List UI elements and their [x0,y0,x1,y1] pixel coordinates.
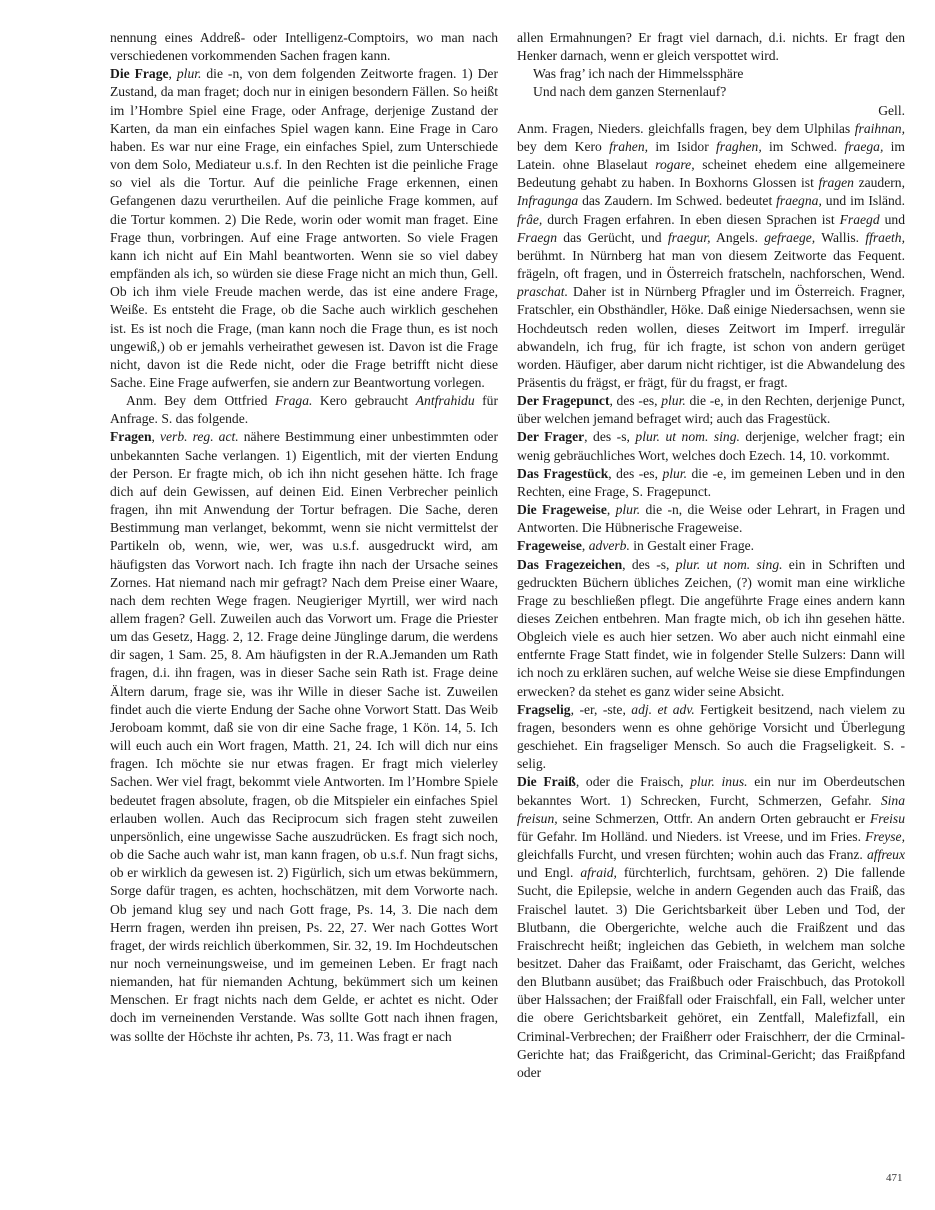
italic-term: plur. inus. [690,774,748,790]
entry-text: zaudern, [853,175,905,191]
entry-text: Angels. [710,229,765,245]
italic-term: fraegur, [667,229,711,245]
headword: Die Frageweise [517,502,607,518]
entry-text: Wallis. [815,229,866,245]
verse-line [517,65,905,83]
dictionary-entry [110,65,498,392]
entry-text: Anm. Fragen, Nieders. gleichfalls fragen, bey dem Ulphilas [517,120,855,136]
entry-text: , [151,429,160,445]
headword: Das Fragestück [517,465,609,481]
entry-text: und Engl. [517,865,581,881]
entry-text: die -e, in den Rechten, derjenige Punct, über welchen jemand befraget wird; auch das Fragestück. [517,393,905,427]
italic-term: Sina freisun, [517,792,905,826]
italic-term: fraihnan, [854,120,905,136]
entry-text: für Anfrage. S. das folgende. [110,393,498,427]
italic-term: fraghen, [716,138,762,154]
italic-term: Freisu [870,810,905,826]
italic-term: afraid, [580,865,617,881]
italic-term: adverb. [588,538,630,554]
italic-term: Infragunga [517,193,579,209]
entry-text: die -n, die Weise oder Lehrart, in Fragen und Antworten. Die Hübnerische Frageweise. [517,502,905,536]
headword: Die Frage [110,66,169,82]
italic-term: rogare, [655,157,695,173]
italic-term: ffraeth, [865,229,905,245]
entry-text: Was frag’ ich nach der Himmelssphäre [533,66,744,82]
dictionary-entry [517,773,905,1082]
italic-term: affreux [867,847,905,863]
dictionary-entry [110,392,498,428]
entry-text: allen Ermahnungen? Er fragt viel darnach, d.i. nichts. Er fragt den Henker darnach, wenn er gleich verspottet wird. [517,30,905,64]
entry-text: derjenige, welcher fragt; ein wenig gebräuchliches Wort, welches doch Ezech. 14, 10. vorkommt. [517,429,905,463]
entry-text: , oder die Fraisch, [575,774,691,790]
entry-text: für Gefahr. Im Holländ. und Nieders. ist Vreese, und im Fries. [517,828,866,844]
entry-text: Und nach dem ganzen Sternenlauf? [533,84,727,100]
italic-term: gefraege, [764,229,816,245]
italic-term: plur. [661,393,686,409]
entry-text: , [606,502,616,518]
entry-text: nähere Bestimmung einer unbestimmten oder unbekannten Sache verlangen. 1) Eigentlich, mit der vierten Endung der Person. Er fragte mich, ob ich ihn nicht gesehen hätte. Ich frage dich auf dein Gewissen, auf deinen Eid. Einen Verbrecher peinlich fragen, ihn mit Anwendung der Tortur befragen. Die Sache, deren Bestimmung man verlanget, bekommt, wenn sie nicht vermittelst der Partikeln ob, wenn, wie, wer, was u.s.f. ausgedruckt wird, am häufigsten das Vorwort nach. Ich fragte ihn nach der Ursache seines Zornes. Hat niemand nach mir gefragt? Nach dem Preise einer Waare, nach dem rechten Wege fragen. Neugieriger Myrtill, wer wird nach allem fragen? Gell. Zuweilen auch das Vorwort um. Frage die Priester um das Gesetz, Hagg. 2, 12. Frage deine Jünglinge darum, die werdens dir sagen, 1 Sam. 25, 8. Am häufigsten in der R.A.Jemanden um Rath fragen, d.i. ihn fragen, was in dieser Sache sein Rath ist. Frage deine Ältern darum, frage sie, was ihr Wille in dieser Sache ist. Zuweilen findet auch die vierte Endung der Sache ohne Vorwort Statt. Das Weib Jeroboam kommt, daß sie von dir eine Sache frage, 1 Kön. 14, 5. Ich will euch auch ein Wort fragen, Matth. 21, 24. Ich will dich nur eins fragen. Ich möchte sie nur etwas fragen. Er fragt mich vielerley Sachen. Wer viel fragt, bekommt viele Antworten. Im l’Hombre Spiele bedeutet fragen absolute, fragen, ob die Mitspieler ein einfaches Spiel erlauben wollen. Auch das Reciprocum sich fragen steht zuweilen unpersönlich, eine ungewisse Sache auszudrücken. Es fragt sich noch, ob die Sache auch wahr ist, man kann fragen, ob u.s.f. Nun fragt sichs, ob er wirklich da gewesen ist. 2) Figürlich, sich um etwas bekümmern, Sorge dafür tragen, es achten, hochschätzen, mit dem Vorworte nach. Ob jemand klug sey und nach Gott frage, Ps. 14, 3. Die nach dem Herrn fragen, werden ihn preisen, Ps. 22, 27. Wer nach Gottes Wort fraget, der wirds reichlich überkommen, Sir. 32, 19. Im Hochdeutschen nur noch verneinungsweise, und im gemeinen Leben. Er fragt nach niemanden, hat für niemanden Achtung, bekümmert sich um keinen Menschen. Er fragt nichts nach dem Gelde, er achtet es nicht. Oder doch im verneinenden Verstande. Was sollte Gott nach ihnen fragen, was sollte der Höchste ihr achten, Ps. 73, 11. Was fragt er nach [110,429,498,1044]
dictionary-entry [517,537,905,555]
italic-term: plur. [176,66,202,82]
italic-term: plur. ut nom. sing. [675,556,783,572]
entry-text: das Gerücht, und [557,229,668,245]
entry-text: scheinet ehedem eine allgemeinere Bedeutung gehabt zu haben. In Boxhorns Glossen ist [517,157,905,191]
dictionary-entry [517,556,905,701]
italic-term: fraega, [844,138,884,154]
dictionary-entry [517,465,905,501]
entry-text: , des -es, [609,393,662,409]
italic-term: fraegna, [776,193,822,209]
dictionary-entry [517,501,905,537]
entry-text: Gell. [878,102,905,118]
dictionary-entry [110,29,498,65]
entry-text: , des -es, [608,465,663,481]
italic-term: Antfrahidu [415,393,475,409]
entry-text: im Isidor [648,138,717,154]
entry-text: bey dem Kero [517,138,610,154]
italic-term: fragen [818,175,854,191]
headword: Der Frager [517,429,585,445]
entry-text: Daher ist in Nürnberg Pfragler und im Österreich. Fragner, Fratschler, ein Obsthändler, Höke. Daß einige Niedersachsen, wenn sie Hochdeutsch reden wollen, dieses Zeitwort im Imperf. irregulär abwandeln, ich frug, für ich fragte, ist schon von andern gerüget worden. Häufiger, aber darum nicht richtiger, ist die Abwandelung des Präsentis du frägst, er frägt, für du fragst, er fragt. [517,284,905,390]
headword: Der Fragepunct [517,393,610,409]
italic-term: Freyse, [865,828,905,844]
dictionary-entry [110,428,498,1045]
verse-line [517,83,905,101]
left-column [110,29,498,1179]
italic-term: plur. [615,502,641,518]
italic-term: verb. reg. act. [159,429,239,445]
entry-text: seine Schmerzen, Ottfr. An andern Orten gebraucht er [557,810,870,826]
entry-text: , des -s, [622,556,676,572]
entry-text: , -er, -ste, [570,701,632,717]
entry-text: und im Isländ. [821,193,905,209]
italic-term: adj. et adv. [631,701,695,717]
entry-text: Kero gebraucht [312,393,416,409]
entry-text: ein nur im Oberdeutschen bekanntes Wort. 1) Schrecken, Furcht, Schmerzen, Gefahr. [517,774,905,808]
entry-text: die -n, von dem folgenden Zeitworte fragen. 1) Der Zustand, da man fraget; doch nur in einigen besondern Fällen. So heißt im l’Hombre Spiel eine Frage, oder Anfrage, derjenige Zustand der Karten, da man ein einfaches Spiel wagen kann. Eine Frage in Caro haben. Es war nur eine Frage, ein einfaches Spiel, zum Unterschiede von dem Solo, Mediateur u.s.f. In den Rechten ist die peinliche Frage so viel als die Tortur. Auf die peinliche Frage erkennen, einen Gefangenen dazu verurtheilen. Auf die peinliche Frage kommen, auf die Tortur kommen. 2) Die Rede, worin oder womit man fraget. Eine Frage thun, vorbringen. Auf eine Frage antworten. So viele Fragen kann ich nicht auf Ein Mahl beantworten. Wenn sie so viel dabey empfänden als ich, so würden sie diese Frage nicht an mich thun, Gell. Ob ich ihm viele Freude machen werde, das ist eine andere Frage, Weiße. Es entsteht die Frage, ob die Sache auch wirklich geschehen ist. Es ist noch die Frage, (man kann noch die Frage thun, es ist noch ungewiß,) ob er jemahls verheirathet gewesen ist. Davon ist die Frage nicht, davon ist die Rede nicht, oder die Frage betrifft nicht diese Sache. Eine Frage aufwerfen, sie andern zur Beantwortung vorlegen. [110,66,498,390]
entry-text: nennung eines Addreß- oder Intelligenz-Comptoirs, wo man nach verschiedenen vorkommenden Sachen fragen kann. [110,30,498,64]
dictionary-entry [517,120,905,392]
entry-text: berühmt. In Nürnberg hat man von diesem Zeitworte das Fequent. frägeln, oft fragen, und in Österreich fratscheln, nachforschen, Wend. [517,247,905,282]
italic-term: Fraegn [517,229,558,245]
entry-text: im Schwed. [761,138,845,154]
headword: Die Fraiß [517,774,576,790]
entry-text: ein in Schriften und gedruckten Büchern übliches Zeichen, (?) womit man eine wirkliche Frage zu beschließen pflegt. Die angeführte Frage eines andern kann dieses Zeichen entbehren. Man fragte mich, ob ich ihn gesehen hätte. Obgleich viele es auch hier setzen. Wo aber auch nicht einmahl eine entfernte Frage Statt findet, wie in folgender Stelle Sulzers: Dann will ich noch zu erklären suchen, auf welche Weise sie diese Empfindungen erwecken? da stehet es ganz wider seine Absicht. [517,556,905,699]
entry-text: , [168,66,177,82]
italic-term: plur. [662,465,687,481]
dictionary-entry [517,701,905,774]
italic-term: Fraegd [839,211,880,227]
headword: Fragen [110,429,152,445]
entry-text: durch Fragen erfahren. In eben diesen Sprachen ist [542,211,840,227]
entry-text: gleichfalls Furcht, und vresen fürchten; wohin auch das Franz. [517,847,867,863]
headword: Frageweise [517,538,582,554]
italic-term: Fraga. [275,393,313,409]
headword: Fragselig [517,701,571,717]
entry-text: , [581,538,589,554]
dictionary-entry [517,392,905,428]
dictionary-entry [517,428,905,464]
attribution [517,102,905,120]
italic-term: praschat. [517,284,568,300]
entry-text: Fertigkeit besitzend, nach vielem zu fragen, besonders wenn es ohne gehörige Vorsicht und Überlegung geschiehet. Ein fragseliger Mensch. So auch die Fragseligkeit. S. -selig. [517,701,905,772]
dictionary-entry [517,29,905,65]
italic-term: frahen, [609,138,649,154]
headword: Das Fragezeichen [517,556,623,572]
italic-term: frâe, [517,211,543,227]
entry-text: in Gestalt einer Frage. [629,538,755,554]
right-column [517,29,905,1179]
entry-text: im Latein. ohne Blaselaut [517,138,905,173]
entry-text: die -e, im gemeinen Leben und in den Rechten, eine Frage, S. Fragepunct. [517,465,905,499]
entry-text: und [879,211,905,227]
entry-text: , des -s, [584,429,636,445]
entry-text: das Zaudern. Im Schwed. bedeutet [578,193,777,209]
italic-term: plur. ut nom. sing. [635,429,740,445]
entry-text: Anm. Bey dem Ottfried [126,393,275,409]
page-number: 471 [886,1172,903,1184]
entry-text: fürchterlich, furchtsam, gehören. 2) Die fallende Sucht, die Epilepsie, welche in andern Gegenden auch das Fraiß, das Fraischel lautet. 3) Die Gerichtsbarkeit über Leben und Tod, der Blutbann, die Obergerichte, welche auch die Fraißzent und das Fraischrecht heißt; ingleichen das Gebieth, in welchem man solche besitzet. Daher das Fraißamt, oder Fraischamt, das Gericht, welches den Blutbann ausübet; das Fraißbuch oder Fraischbuch, das Protokoll über Halssachen; der Fraißfall oder Fraischfall, ein Fall, welcher unter die obere Gerichtsbarkeit gehöret, ein Zentfall, Malefizfall, ein Criminal-Verbrechen; der Fraißherr oder Fraischherr, der die Crminal-Gerichte hat; das Fraißgericht, das Criminal-Gericht; das Fraißpfand oder [517,865,905,1080]
